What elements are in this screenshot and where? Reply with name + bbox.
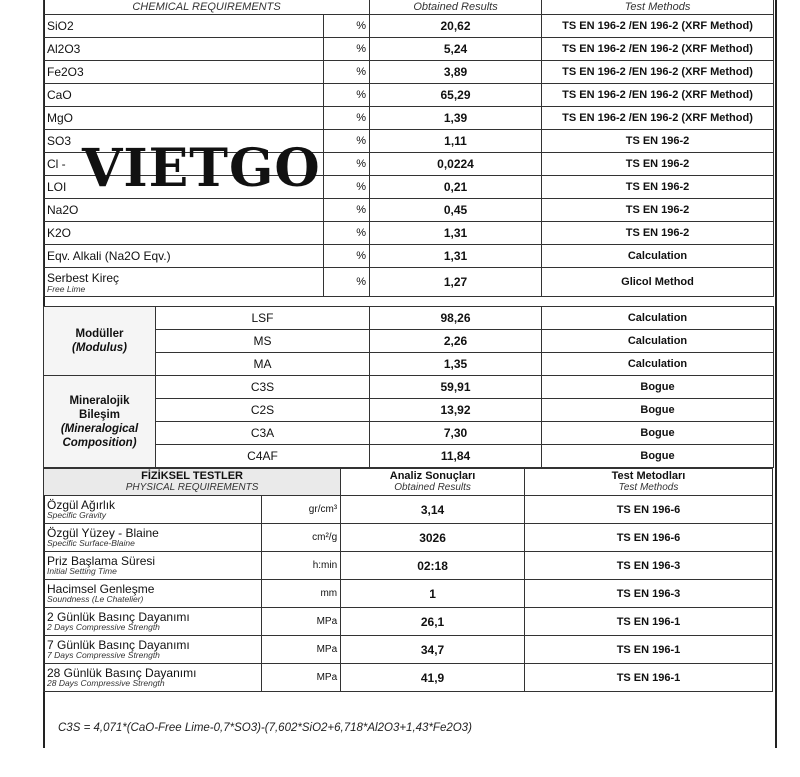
modulus-method: Calculation (542, 307, 774, 330)
chemical-row (44, 61, 774, 84)
chemical-method: TS EN 196-2 (542, 130, 774, 153)
chemical-method: Calculation (542, 245, 774, 268)
physical-name-sub: 2 Days Compressive Strength (47, 622, 160, 632)
mineral-name: C4AF (156, 445, 370, 468)
physical-result-header (341, 469, 525, 496)
physical-method-tr: Test Metodları (611, 470, 686, 482)
chemical-name (44, 199, 324, 222)
mineral-value: 13,92 (370, 399, 542, 422)
method-col-header: Test Methods (542, 0, 774, 15)
modulus-name: MA (156, 353, 370, 376)
chemical-name (44, 61, 324, 84)
chemical-name-text: Cl - (47, 157, 66, 171)
physical-method: TS EN 196-6 (524, 496, 772, 524)
c3s-formula: C3S = 4,071*(CaO-Free Lime-0,7*SO3)-(7,602*SiO2+6,718*Al2O3+1,43*Fe2O3) (58, 722, 472, 734)
physical-method: TS EN 196-1 (524, 664, 772, 692)
chemical-name (44, 107, 324, 130)
mineral-value: 7,30 (370, 422, 542, 445)
physical-title-tr: FİZİKSEL TESTLER (141, 470, 243, 482)
physical-unit: h:min (262, 552, 341, 580)
chemical-unit: % (324, 245, 370, 268)
chemical-method: TS EN 196-2 /EN 196-2 (XRF Method) (542, 61, 774, 84)
chemical-name-text: MgO (47, 111, 74, 125)
physical-row (44, 496, 773, 524)
physical-method: TS EN 196-3 (524, 580, 772, 608)
physical-name-sub: 28 Days Compressive Strength (47, 678, 165, 688)
physical-row (44, 636, 773, 664)
chemical-value: 0,0224 (370, 153, 542, 176)
physical-name (44, 496, 262, 524)
chemical-name (44, 38, 324, 61)
chemical-unit: % (324, 107, 370, 130)
physical-method: TS EN 196-1 (524, 608, 772, 636)
physical-result-en: Obtained Results (394, 482, 471, 493)
chemical-name (44, 84, 324, 107)
physical-name-sub: Specific Gravity (47, 510, 107, 520)
modulus-name: LSF (156, 307, 370, 330)
chemical-row (44, 199, 774, 222)
mineral-name: C2S (156, 399, 370, 422)
physical-name (44, 636, 262, 664)
modulus-method: Calculation (542, 330, 774, 353)
chemical-value: 3,89 (370, 61, 542, 84)
chemical-unit: % (324, 153, 370, 176)
mineral-row (44, 376, 774, 399)
chemical-name (44, 245, 324, 268)
physical-row (44, 664, 773, 692)
mineral-group-label (44, 376, 156, 468)
chemical-name-text: Al2O3 (47, 42, 81, 56)
physical-name (44, 608, 262, 636)
chemical-value: 0,21 (370, 176, 542, 199)
chemical-row (44, 15, 774, 38)
physical-title-en: PHYSICAL REQUIREMENTS (125, 482, 259, 493)
chemical-value: 5,24 (370, 38, 542, 61)
chemical-method: TS EN 196-2 (542, 176, 774, 199)
chemical-name-text: K2O (47, 226, 72, 240)
chemical-row (44, 107, 774, 130)
physical-method: TS EN 196-6 (524, 524, 772, 552)
physical-method: TS EN 196-1 (524, 636, 772, 664)
chemical-name-text: SiO2 (47, 19, 74, 33)
physical-row (44, 552, 773, 580)
chemical-header (44, 0, 774, 15)
physical-value: 02:18 (341, 552, 525, 580)
physical-unit: gr/cm³ (262, 496, 341, 524)
physical-value: 41,9 (341, 664, 525, 692)
physical-name-text: 2 Günlük Basınç Dayanımı (47, 610, 190, 624)
chemical-name-text: LOI (47, 180, 67, 194)
modulus-value: 1,35 (370, 353, 542, 376)
chemical-name (44, 15, 324, 38)
physical-unit: mm (262, 580, 341, 608)
physical-name (44, 524, 262, 552)
mineral-label-en1: (Mineralogical (60, 422, 139, 435)
physical-method: TS EN 196-3 (524, 552, 772, 580)
mineral-method: Bogue (542, 422, 774, 445)
chemical-method: TS EN 196-2 (542, 222, 774, 245)
modulus-label-en: (Modulus) (72, 342, 127, 354)
physical-row (44, 524, 773, 552)
chemical-row (44, 38, 774, 61)
result-col-header: Obtained Results (370, 0, 542, 15)
chemical-name-text: SO3 (47, 134, 72, 148)
chemical-value: 0,45 (370, 199, 542, 222)
chemical-value: 1,27 (370, 268, 542, 297)
chemical-name (44, 268, 324, 297)
mineral-label-tr2: Bileşim (79, 408, 120, 421)
chemical-unit: % (324, 268, 370, 297)
physical-name (44, 664, 262, 692)
modulus-value: 2,26 (370, 330, 542, 353)
chemical-value: 1,31 (370, 222, 542, 245)
physical-name-text: Özgül Yüzey - Blaine (47, 526, 159, 540)
mineral-method: Bogue (542, 399, 774, 422)
mineral-value: 59,91 (370, 376, 542, 399)
physical-name (44, 552, 262, 580)
chemical-value: 1,31 (370, 245, 542, 268)
chemical-row (44, 268, 774, 297)
modulus-name: MS (156, 330, 370, 353)
physical-row (44, 608, 773, 636)
physical-header (44, 469, 773, 496)
physical-table (43, 468, 773, 692)
modulus-row (44, 307, 774, 330)
chemical-unit: % (324, 84, 370, 107)
vietgo-watermark-logo: VIETGO (82, 138, 321, 199)
modulus-label-tr: Modüller (75, 328, 124, 340)
mineral-name: C3A (156, 422, 370, 445)
chemical-method: TS EN 196-2 /EN 196-2 (XRF Method) (542, 84, 774, 107)
physical-title-cell (44, 469, 341, 496)
chemical-title: CHEMICAL REQUIREMENTS (44, 0, 370, 15)
physical-unit: MPa (262, 608, 341, 636)
chemical-method: TS EN 196-2 (542, 199, 774, 222)
chemical-unit: % (324, 176, 370, 199)
chemical-name-text: CaO (47, 88, 72, 102)
physical-name-sub: 7 Days Compressive Strength (47, 650, 160, 660)
physical-unit: cm²/g (262, 524, 341, 552)
physical-unit: MPa (262, 664, 341, 692)
chemical-name (44, 222, 324, 245)
physical-row (44, 580, 773, 608)
chemical-unit: % (324, 199, 370, 222)
physical-result-tr: Analiz Sonuçları (389, 470, 476, 482)
chemical-value: 20,62 (370, 15, 542, 38)
chemical-name-text: Na2O (47, 203, 79, 217)
physical-method-header (524, 469, 772, 496)
physical-name-text: Hacimsel Genleşme (47, 582, 155, 596)
physical-value: 34,7 (341, 636, 525, 664)
chemical-row (44, 222, 774, 245)
mineral-method: Bogue (542, 445, 774, 468)
chemical-method: TS EN 196-2 /EN 196-2 (XRF Method) (542, 38, 774, 61)
chemical-method: TS EN 196-2 (542, 153, 774, 176)
chemical-value: 65,29 (370, 84, 542, 107)
physical-value: 3026 (341, 524, 525, 552)
chemical-method: Glicol Method (542, 268, 774, 297)
physical-name-sub: Specific Surface-Blaine (47, 538, 135, 548)
modulus-method: Calculation (542, 353, 774, 376)
chemical-unit: % (324, 38, 370, 61)
chemical-value: 1,39 (370, 107, 542, 130)
physical-method-en: Test Methods (618, 482, 679, 493)
physical-name-sub: Soundness (Le Chatelier) (47, 594, 144, 604)
chemical-name-sub: Free Lime (47, 283, 86, 294)
chemical-unit: % (324, 130, 370, 153)
physical-value: 26,1 (341, 608, 525, 636)
physical-unit: MPa (262, 636, 341, 664)
chemical-row (44, 84, 774, 107)
chemical-method: TS EN 196-2 /EN 196-2 (XRF Method) (542, 107, 774, 130)
mineral-label-tr1: Mineralojik (69, 394, 130, 407)
physical-name-text: Priz Başlama Süresi (47, 554, 156, 568)
physical-name-text: Özgül Ağırlık (47, 498, 116, 512)
chemical-name-text: Eqv. Alkali (Na2O Eqv.) (47, 249, 171, 263)
chemical-unit: % (324, 222, 370, 245)
physical-name-text: 28 Günlük Basınç Dayanımı (47, 666, 197, 680)
mineral-label-en2: Composition) (62, 436, 137, 449)
physical-name-sub: Initial Setting Time (47, 566, 117, 576)
chemical-name-text: Fe2O3 (47, 65, 84, 79)
mineral-name: C3S (156, 376, 370, 399)
physical-value: 3,14 (341, 496, 525, 524)
physical-value: 1 (341, 580, 525, 608)
chemical-value: 1,11 (370, 130, 542, 153)
modulus-group-label (44, 307, 156, 376)
chemical-unit: % (324, 15, 370, 38)
mineral-method: Bogue (542, 376, 774, 399)
mineral-value: 11,84 (370, 445, 542, 468)
chemical-row (44, 245, 774, 268)
physical-name-text: 7 Günlük Basınç Dayanımı (47, 638, 190, 652)
physical-name (44, 580, 262, 608)
modulus-value: 98,26 (370, 307, 542, 330)
modulus-mineral-table (43, 306, 774, 468)
chemical-name-text: Serbest Kireç (47, 270, 120, 285)
chemical-unit: % (324, 61, 370, 84)
chemical-method: TS EN 196-2 /EN 196-2 (XRF Method) (542, 15, 774, 38)
